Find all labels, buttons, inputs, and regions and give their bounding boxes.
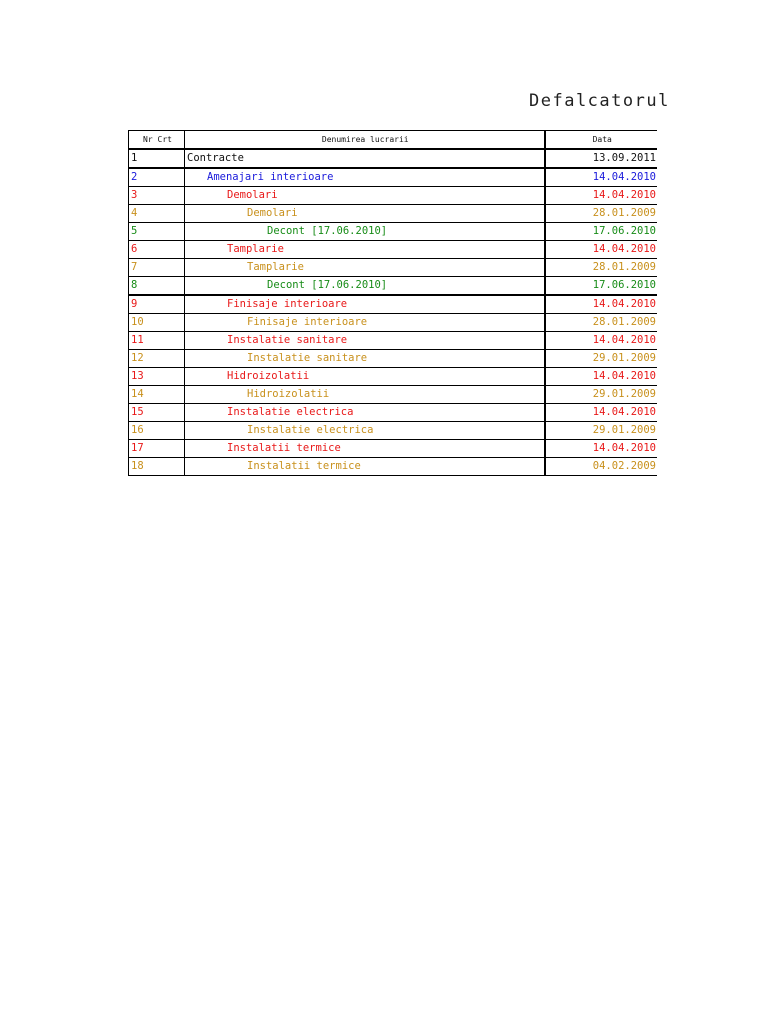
row-number: 1 — [129, 149, 185, 168]
work-date: 14.04.2010 — [545, 368, 658, 386]
row-number: 2 — [129, 168, 185, 187]
row-number: 10 — [129, 314, 185, 332]
table-row[interactable] — [129, 458, 658, 476]
work-name: Finisaje interioare — [185, 295, 545, 314]
table-row[interactable] — [129, 277, 658, 296]
work-name: Instalatie sanitare — [185, 332, 545, 350]
work-name: Hidroizolatii — [185, 386, 545, 404]
row-number: 5 — [129, 223, 185, 241]
row-number: 18 — [129, 458, 185, 476]
works-table — [128, 130, 657, 476]
row-number: 3 — [129, 187, 185, 205]
table-row[interactable] — [129, 350, 658, 368]
work-name: Demolari — [185, 187, 545, 205]
row-number: 6 — [129, 241, 185, 259]
column-header-date: Data — [545, 131, 658, 150]
table-row[interactable] — [129, 241, 658, 259]
row-number: 7 — [129, 259, 185, 277]
work-date: 28.01.2009 — [545, 259, 658, 277]
table-row[interactable] — [129, 314, 658, 332]
table-header-row — [129, 131, 658, 150]
row-number: 17 — [129, 440, 185, 458]
row-number: 11 — [129, 332, 185, 350]
row-number: 12 — [129, 350, 185, 368]
work-date: 28.01.2009 — [545, 314, 658, 332]
work-date: 29.01.2009 — [545, 386, 658, 404]
work-date: 29.01.2009 — [545, 350, 658, 368]
row-number: 15 — [129, 404, 185, 422]
table-row[interactable] — [129, 187, 658, 205]
work-date: 14.04.2010 — [545, 404, 658, 422]
work-date: 14.04.2010 — [545, 440, 658, 458]
work-date: 14.04.2010 — [545, 187, 658, 205]
work-name: Tamplarie — [185, 259, 545, 277]
work-name: Contracte — [185, 149, 545, 168]
work-date: 29.01.2009 — [545, 422, 658, 440]
row-number: 13 — [129, 368, 185, 386]
table-row[interactable] — [129, 332, 658, 350]
work-name: Instalatie electrica — [185, 404, 545, 422]
work-date: 14.04.2010 — [545, 168, 658, 187]
works-table-container — [128, 130, 657, 476]
work-name: Instalatii termice — [185, 440, 545, 458]
work-name: Finisaje interioare — [185, 314, 545, 332]
table-row[interactable] — [129, 368, 658, 386]
work-name: Instalatie electrica — [185, 422, 545, 440]
table-row[interactable] — [129, 223, 658, 241]
row-number: 16 — [129, 422, 185, 440]
work-date: 17.06.2010 — [545, 223, 658, 241]
column-header-name: Denumirea lucrarii — [185, 131, 545, 150]
work-name: Decont [17.06.2010] — [185, 223, 545, 241]
row-number: 8 — [129, 277, 185, 296]
table-row[interactable] — [129, 168, 658, 187]
work-name: Tamplarie — [185, 241, 545, 259]
table-row[interactable] — [129, 295, 658, 314]
work-name: Decont [17.06.2010] — [185, 277, 545, 296]
table-row[interactable] — [129, 386, 658, 404]
work-name: Instalatii termice — [185, 458, 545, 476]
work-date: 28.01.2009 — [545, 205, 658, 223]
work-name: Hidroizolatii — [185, 368, 545, 386]
work-name: Demolari — [185, 205, 545, 223]
work-date: 17.06.2010 — [545, 277, 658, 296]
page-title: Defalcatorul — [529, 91, 670, 111]
table-body — [129, 149, 658, 476]
work-date: 04.02.2009 — [545, 458, 658, 476]
table-row[interactable] — [129, 404, 658, 422]
row-number: 14 — [129, 386, 185, 404]
table-row[interactable] — [129, 440, 658, 458]
table-row[interactable] — [129, 422, 658, 440]
table-row[interactable] — [129, 205, 658, 223]
work-date: 14.04.2010 — [545, 295, 658, 314]
row-number: 9 — [129, 295, 185, 314]
work-name: Amenajari interioare — [185, 168, 545, 187]
work-date: 13.09.2011 — [545, 149, 658, 168]
work-date: 14.04.2010 — [545, 332, 658, 350]
row-number: 4 — [129, 205, 185, 223]
column-header-nr: Nr Crt — [129, 131, 185, 150]
table-row[interactable] — [129, 259, 658, 277]
table-row[interactable] — [129, 149, 658, 168]
work-date: 14.04.2010 — [545, 241, 658, 259]
work-name: Instalatie sanitare — [185, 350, 545, 368]
